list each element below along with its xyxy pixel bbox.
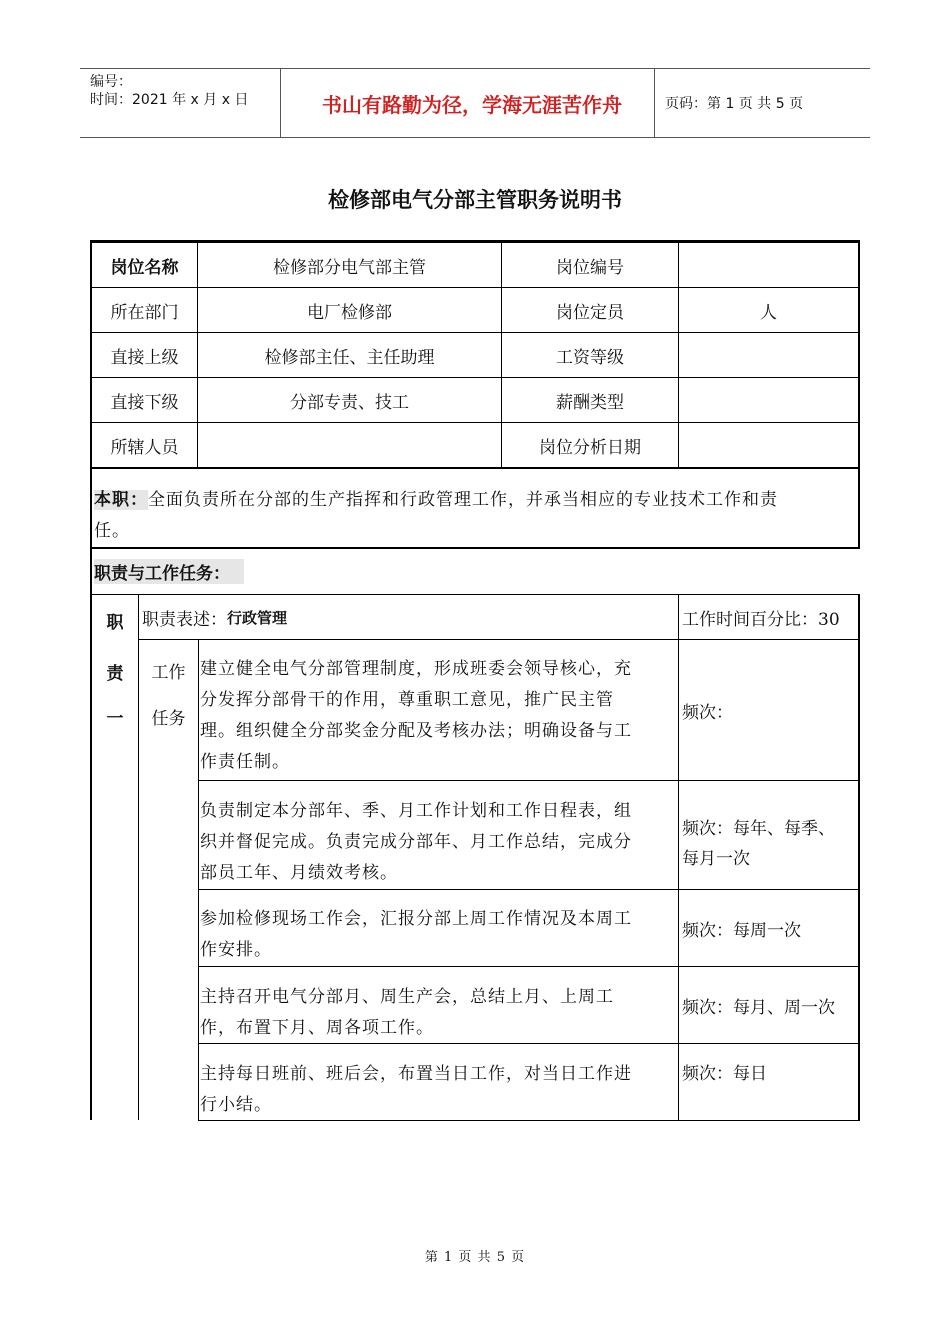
job-description-table bbox=[90, 240, 860, 1120]
duty-column-char: 一 bbox=[106, 708, 124, 729]
task-line: 作，布置下月、周各项工作。 bbox=[200, 1018, 434, 1038]
task-frequency-line: 每月一次 bbox=[682, 849, 750, 869]
task-line: 行小结。 bbox=[200, 1095, 272, 1115]
value-staff bbox=[198, 423, 501, 467]
value-department: 电厂检修部 bbox=[307, 302, 392, 323]
task-frequency: 频次： bbox=[682, 702, 733, 723]
main-duty-label: 本职： bbox=[94, 490, 148, 510]
work-time-percent: 工作时间百分比：30 bbox=[682, 609, 840, 630]
duty-desc-label: 职责表述： bbox=[142, 609, 227, 630]
duties-heading-row bbox=[94, 549, 854, 594]
page-info: 页码：第 1 页 共 5 页 bbox=[665, 96, 804, 112]
task-line: 负责制定本分部年、季、月工作计划和工作日程表，组 bbox=[200, 801, 632, 821]
main-duty bbox=[94, 485, 858, 547]
duty-desc-value: 行政管理 bbox=[227, 608, 288, 627]
task-frequency bbox=[682, 814, 858, 874]
task-frequency: 频次：每日 bbox=[682, 1063, 767, 1084]
task-line: 参加检修现场工作会，汇报分部上周工作情况及本周工 bbox=[200, 909, 632, 929]
label-analysis-date: 岗位分析日期 bbox=[539, 437, 641, 458]
label-salary-grade: 工资等级 bbox=[556, 347, 624, 368]
task-line: 作安排。 bbox=[200, 940, 272, 960]
task-text bbox=[200, 904, 676, 966]
value-analysis-date bbox=[679, 423, 858, 467]
duties-heading: 职责与工作任务： bbox=[94, 559, 244, 584]
label-pay-type: 薪酬类型 bbox=[556, 392, 624, 413]
label-position-name: 岗位名称 bbox=[110, 257, 179, 278]
code-label: 编号： bbox=[90, 74, 132, 90]
label-subordinate: 直接下级 bbox=[110, 392, 179, 413]
task-line: 织并督促完成。负责完成分部年、月工作总结，完成分 bbox=[200, 832, 632, 852]
task-line: 部员工年、月绩效考核。 bbox=[200, 863, 398, 883]
task-label: 任务 bbox=[151, 708, 186, 729]
task-text bbox=[200, 796, 676, 889]
motto: 书山有路勤为径，学海无涯苦作舟 bbox=[322, 92, 622, 117]
task-frequency: 频次：每月、周一次 bbox=[682, 997, 835, 1018]
task-line: 主持召开电气分部月、周生产会，总结上月、上周工 bbox=[200, 987, 614, 1007]
task-frequency: 频次：每周一次 bbox=[682, 920, 801, 941]
value-pay-type bbox=[679, 378, 858, 422]
page-footer: 第 1 页 共 5 页 bbox=[424, 1250, 526, 1265]
task-text bbox=[200, 1059, 676, 1121]
task-text bbox=[200, 654, 676, 778]
value-position-name: 检修部分电气部主管 bbox=[273, 257, 426, 278]
task-line: 理。组织健全分部奖金分配及考核办法；明确设备与工 bbox=[200, 721, 632, 741]
header-meta bbox=[90, 73, 248, 109]
task-line: 作责任制。 bbox=[200, 752, 290, 772]
label-superior: 直接上级 bbox=[110, 347, 179, 368]
value-salary-grade bbox=[679, 333, 858, 377]
time-label: 时间：2021 年 x 月 x 日 bbox=[90, 92, 249, 108]
task-label: 工作 bbox=[151, 662, 186, 683]
main-duty-text-cont: 任。 bbox=[94, 521, 130, 541]
value-superior: 检修部主任、主任助理 bbox=[264, 347, 435, 368]
value-subordinate: 分部专责、技工 bbox=[290, 392, 409, 413]
task-line: 分发挥分部骨干的作用，尊重职工意见，推广民主管 bbox=[200, 690, 614, 710]
duty-column-char: 职 bbox=[106, 612, 124, 633]
label-position-code: 岗位编号 bbox=[556, 257, 624, 278]
duty-column-char: 责 bbox=[106, 663, 124, 684]
label-department: 所在部门 bbox=[110, 302, 179, 323]
task-line: 主持每日班前、班后会，布置当日工作，对当日工作进 bbox=[200, 1064, 632, 1084]
label-headcount: 岗位定员 bbox=[556, 302, 624, 323]
duty-description bbox=[142, 595, 676, 639]
task-text bbox=[200, 982, 676, 1044]
task-line: 建立健全电气分部管理制度，形成班委会领导核心，充 bbox=[200, 659, 632, 679]
value-position-code bbox=[679, 243, 858, 287]
page-header bbox=[80, 68, 870, 138]
header-divider bbox=[280, 69, 281, 137]
task-frequency-line: 频次：每年、每季、 bbox=[682, 819, 835, 839]
document-title: 检修部电气分部主管职务说明书 bbox=[328, 188, 622, 212]
main-duty-text: 全面负责所在分部的生产指挥和行政管理工作，并承当相应的专业技术工作和责 bbox=[148, 490, 778, 510]
label-staff: 所辖人员 bbox=[110, 437, 179, 458]
value-headcount: 人 bbox=[760, 302, 777, 323]
